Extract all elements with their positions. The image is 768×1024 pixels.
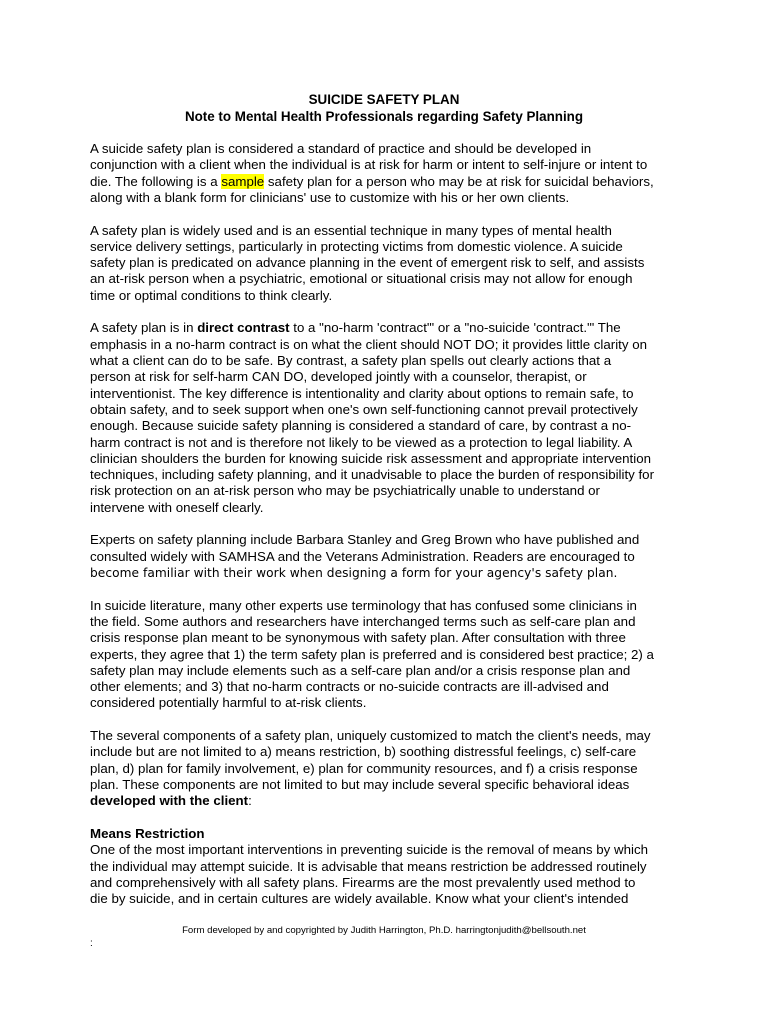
text-line: conjunction with a client when the individual is at risk for harm or intent to self-injure or intent to bbox=[90, 157, 648, 173]
text-line: the individual may attempt suicide. It is advisable that means restriction be addressed routinely bbox=[90, 858, 647, 874]
text-line: obtain safety, and to seek support when one's own self-functioning cannot prevail protectively bbox=[90, 401, 638, 417]
text-line: techniques, including safety planning, and it unadvisable to place the burden of responsibility for bbox=[90, 467, 655, 483]
text-line: die by suicide, and in certain cultures are widely available. Know what your client's intended bbox=[90, 891, 629, 907]
text-line: A safety plan is widely used and is an essential technique in many types of mental health bbox=[90, 222, 612, 238]
highlighted-word: sample bbox=[221, 173, 265, 189]
text-line: In suicide literature, many other experts use terminology that has confused some clinicians in bbox=[90, 597, 637, 613]
text-line: emphasis in a no-harm contract is on what the client should NOT DO; it provides little clarity on bbox=[90, 336, 647, 352]
text-line: enough. Because suicide safety planning is considered a standard of care, by contrast a no- bbox=[90, 418, 632, 434]
section-paragraph bbox=[90, 842, 680, 907]
text-line: A safety plan is in direct contrast to a "no-harm 'contract'" or a "no-suicide 'contract.'" The bbox=[90, 320, 621, 336]
text-line: intervene with oneself clearly. bbox=[90, 499, 264, 515]
title-block bbox=[0, 92, 768, 125]
text-line: along with a blank form for clinicians' use to customize with his or her own clients. bbox=[90, 189, 570, 205]
body-paragraph bbox=[90, 141, 680, 206]
text-line: Experts on safety planning include Barbara Stanley and Greg Brown who have published and bbox=[90, 532, 640, 548]
text-line: risk protection on an at-risk person who may be psychiatrically unable to understand or bbox=[90, 483, 600, 499]
text-line: experts, they agree that 1) the term safety plan is preferred and is considered best practice; 2) a bbox=[90, 646, 654, 662]
document-title: SUICIDE SAFETY PLAN bbox=[308, 92, 460, 107]
text-line: consulted widely with SAMHSA and the Veterans Administration. Readers are encouraged to bbox=[90, 548, 635, 564]
bold-phrase: direct contrast bbox=[197, 320, 290, 336]
body-paragraph bbox=[90, 532, 680, 581]
text-line: an at-risk person when a psychiatric, emotional or situational crisis may not allow for enough bbox=[90, 271, 633, 287]
text-line: plan. These components are not limited to but may include several specific behavioral ideas bbox=[90, 777, 630, 793]
alt-font-text: become familiar with their work when designing a form for your agency's safety plan. bbox=[90, 566, 618, 580]
body-paragraph bbox=[90, 598, 680, 712]
text-line bbox=[90, 565, 680, 581]
body-paragraph bbox=[90, 320, 680, 516]
body-paragraphs bbox=[90, 141, 680, 810]
text-line: the field. Some authors and researchers have interchanged terms such as self-care plan and bbox=[90, 613, 636, 629]
body-paragraph bbox=[90, 728, 680, 809]
text-line: and comprehensively with all safety plans. Firearms are the most prevalently used method to bbox=[90, 874, 636, 890]
text-line: service delivery settings, particularly in protecting victims from domestic violence. A suicide bbox=[90, 238, 623, 254]
text-line: clinician shoulders the burden for knowing suicide risk assessment and appropriate intervention bbox=[90, 450, 651, 466]
stray-mark: : bbox=[90, 938, 93, 949]
text-line: what a client can do to be safe. By contrast, a safety plan spells out clearly actions that a bbox=[90, 353, 612, 369]
document-body bbox=[90, 141, 680, 924]
document-subtitle: Note to Mental Health Professionals regarding Safety Planning bbox=[184, 108, 584, 124]
text-line: harm contract is not and is therefore not likely to be viewed as a protection to legal liability. A bbox=[90, 434, 633, 450]
text-line: considered potentially harmful to at-risk clients. bbox=[90, 695, 367, 711]
text-line: safety plan may include elements such as a self-care plan and/or a crisis response plan and bbox=[90, 662, 631, 678]
text-line: time or optimal conditions to think clearly. bbox=[90, 287, 333, 303]
text-line: interventionist. The key difference is intentionality and clarity about options to remain safe, to bbox=[90, 385, 634, 401]
text-line: One of the most important interventions in preventing suicide is the removal of means by which bbox=[90, 842, 649, 858]
text-line: other elements; and 3) that no-harm contracts or no-suicide contracts are ill-advised and bbox=[90, 679, 609, 695]
text-line: developed with the client: bbox=[90, 793, 252, 809]
text-line: plan, d) plan for family involvement, e) plan for community resources, and f) a crisis response bbox=[90, 760, 638, 776]
footer-copyright: Form developed by and copyrighted by Judith Harrington, Ph.D. harringtonjudith@bellsouth.net bbox=[182, 925, 586, 936]
text-line: include but are not limited to a) means restriction, b) soothing distressful feelings, c) self-care bbox=[90, 744, 637, 760]
section-heading: Means Restriction bbox=[90, 826, 205, 842]
text-line: person at risk for self-harm CAN DO, developed jointly with a counselor, therapist, or bbox=[90, 369, 587, 385]
text-line: The several components of a safety plan, uniquely customized to match the client's needs, may bbox=[90, 728, 651, 744]
text-line: crisis response plan meant to be synonymous with safety plan. After consultation with three bbox=[90, 630, 626, 646]
bold-phrase: developed with the client bbox=[90, 793, 249, 809]
text-line: die. The following is a sample safety plan for a person who may be at risk for suicidal behaviors, bbox=[90, 173, 654, 189]
text-line: A suicide safety plan is considered a standard of practice and should be developed in bbox=[90, 141, 592, 156]
body-paragraph bbox=[90, 223, 680, 304]
text-line: safety plan is predicated on advance planning in the event of emergent risk to self, and assists bbox=[90, 255, 645, 271]
